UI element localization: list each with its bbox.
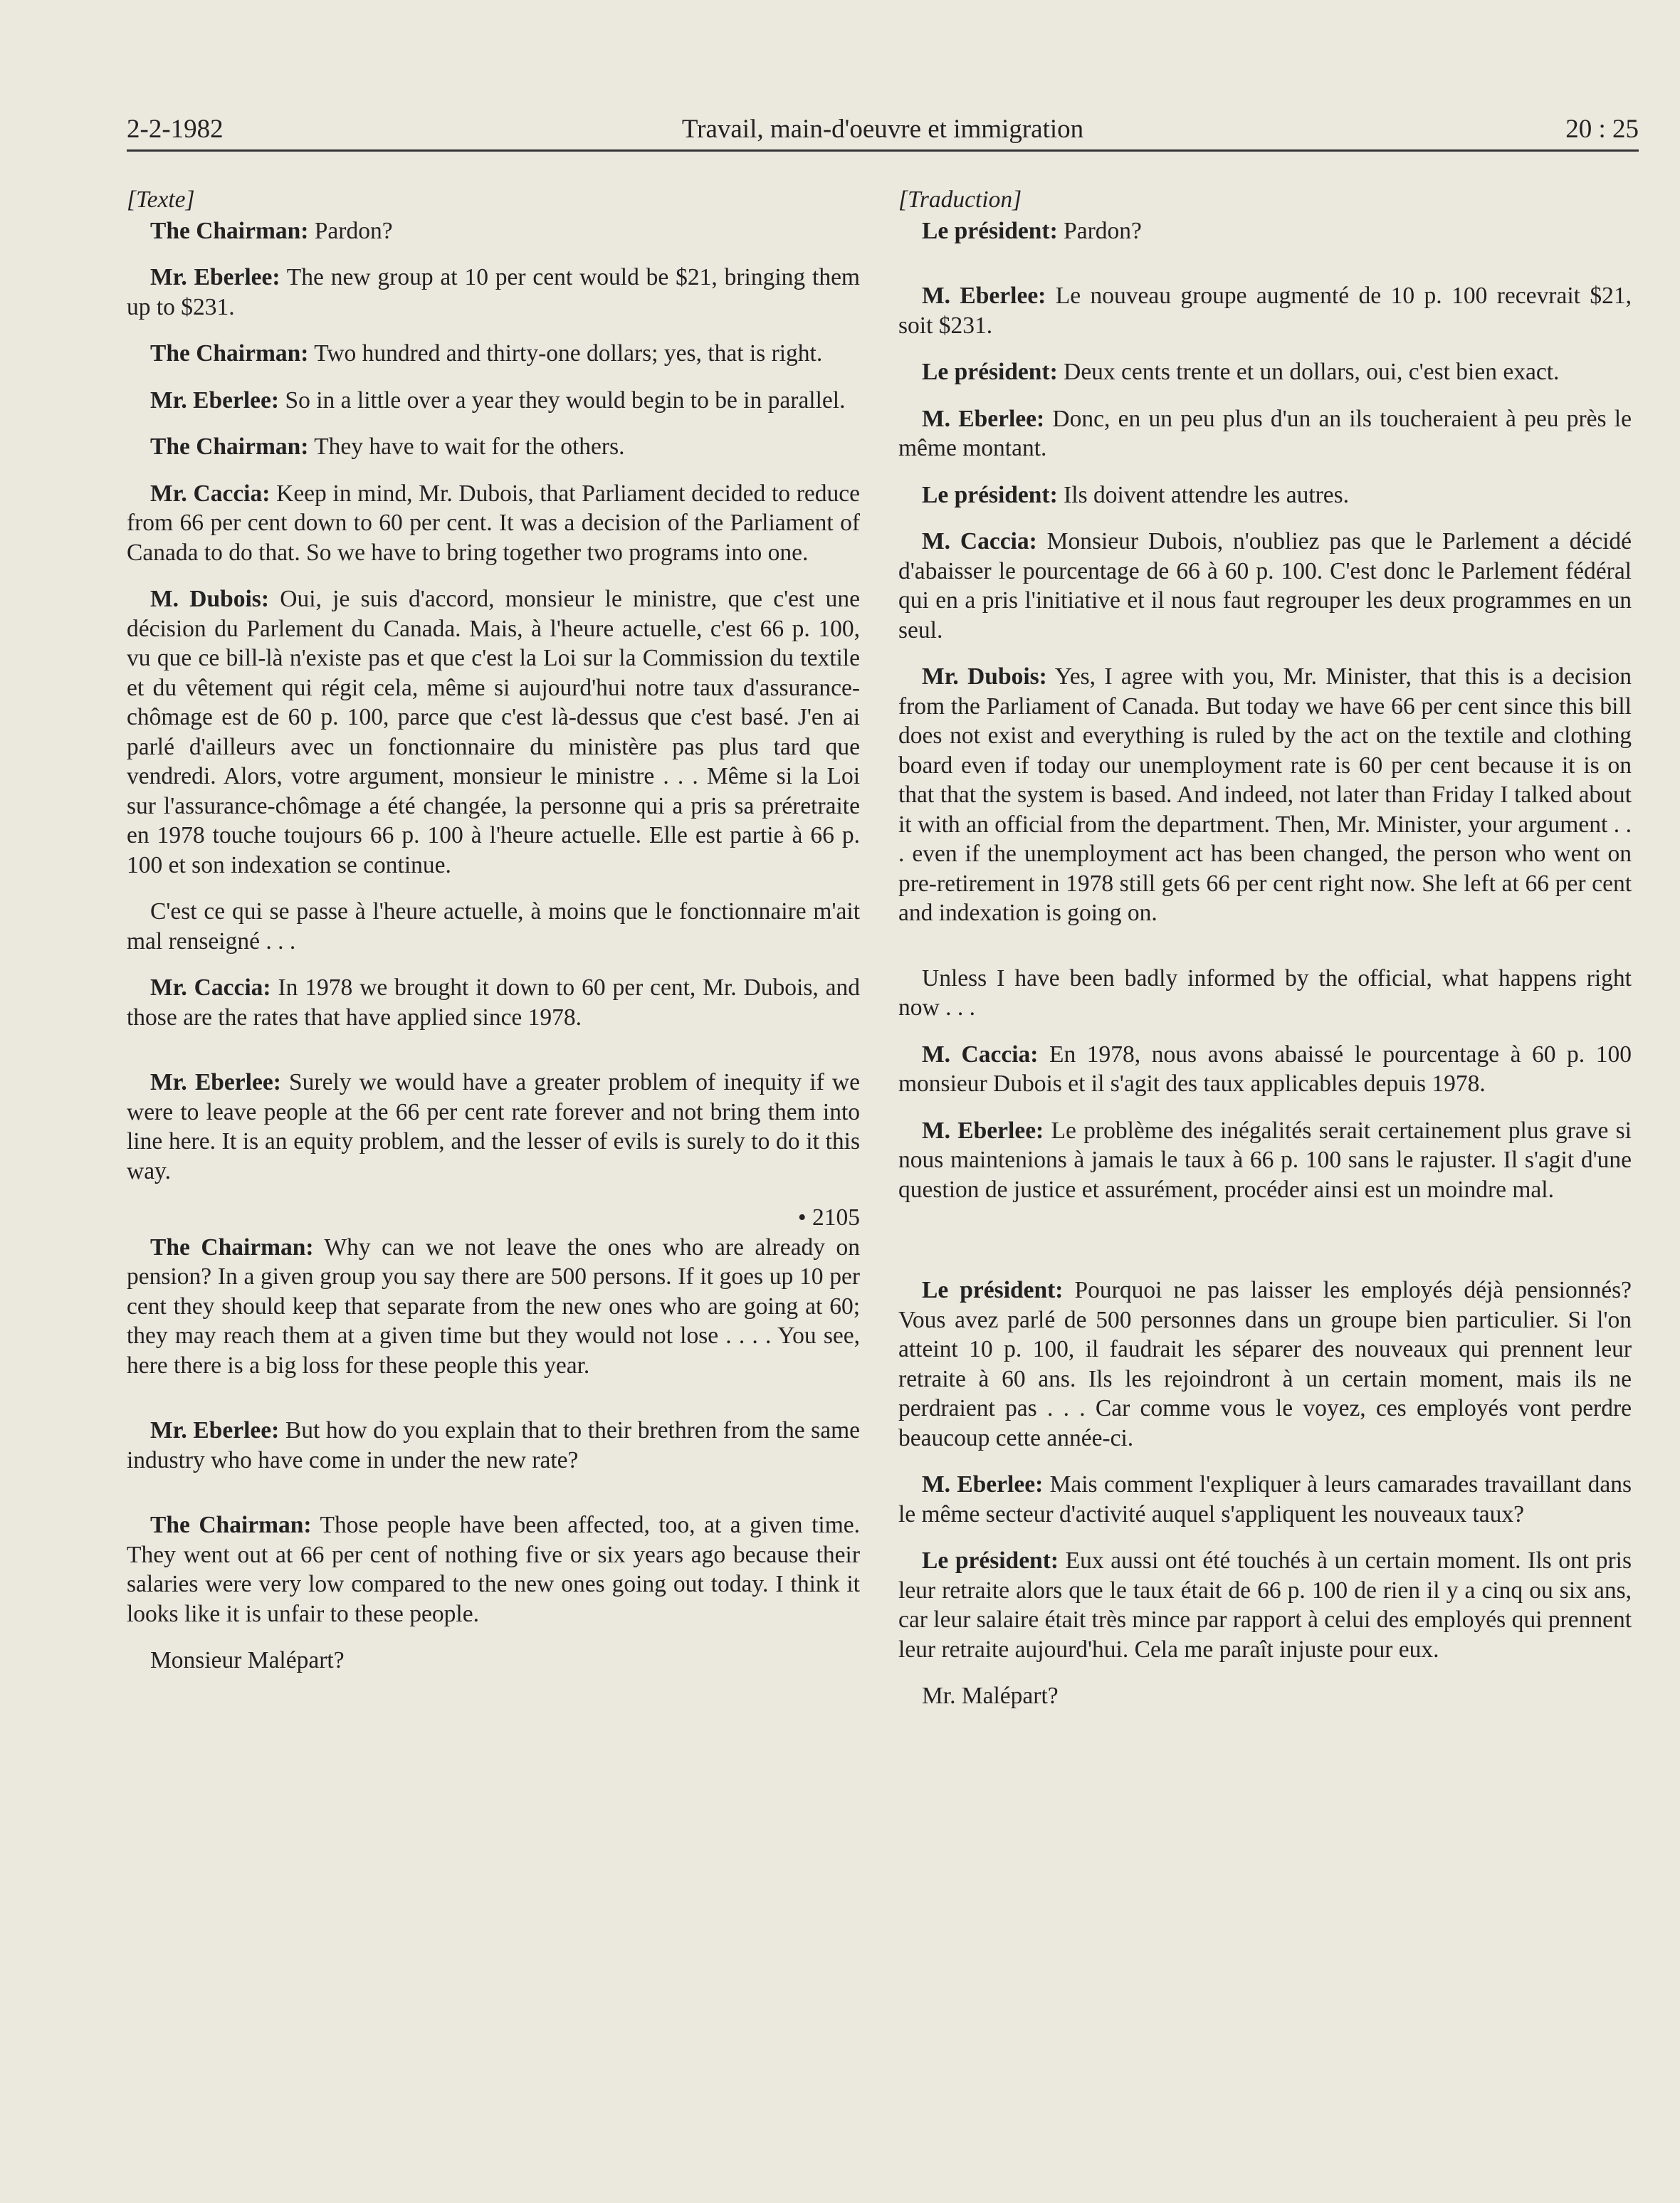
speaker-name: M. Caccia:	[922, 1041, 1039, 1068]
paragraph	[127, 897, 860, 956]
paragraph	[898, 281, 1632, 340]
speaker-name: Mr. Caccia:	[150, 974, 271, 1001]
speaker-name: M. Caccia:	[922, 528, 1037, 554]
speaker-name: Mr. Eberlee:	[150, 1069, 281, 1095]
paragraph	[127, 1416, 860, 1475]
left-column	[127, 185, 860, 1676]
header-title: Travail, main-d'oeuvre et immigration	[681, 115, 1084, 144]
paragraph-text: Keep in mind, Mr. Dubois, that Parliament decided to reduce from 66 per cent down to 60 per cent. It was a decision of the Parliament of Canada to do that. So we have to bring together two programs into one.	[127, 480, 861, 566]
right-column	[898, 185, 1632, 1711]
page-header	[127, 114, 1639, 151]
speaker-name: The Chairman:	[150, 1512, 312, 1538]
speaker-name: Le président:	[922, 217, 1058, 244]
paragraph-text: Unless I have been badly informed by the official, what happens right now . . .	[898, 964, 1632, 1021]
paragraph-text: Those people have been affected, too, at a given time. They went out at 66 per cent of nothing five or six years ago because their salaries were very low compared to the new ones going out today. I think it looks like it is unfair to these people.	[127, 1512, 860, 1627]
paragraph-text: Mr. Malépart?	[922, 1683, 1059, 1709]
paragraph	[127, 479, 860, 568]
paragraph	[898, 480, 1632, 510]
paragraph-text: Oui, je suis d'accord, monsieur le ministre, que c'est une décision du Parlement du Canada. Mais, à l'heure actuelle, c'est 66 p. 100, vu que ce bill-là n'existe pas et que c'est la Loi sur la Commission du textile et du vêtement qui régit cela, même si aujourd'hui notre taux d'assurance-chômage est de 60 p. 100, parce que c'est là-dessus que c'est basé. J'en ai parlé d'ailleurs avec un fonctionnaire du ministère pas plus tard que vendredi. Alors, votre argument, monsieur le ministre . . . Même si la Loi sur l'assurance-chômage a été changée, la personne qui a pris sa préretraite en 1978 touche toujours 66 p. 100 à l'heure actuelle. Elle est partie à 66 p. 100 et son indexation se continue.	[127, 586, 860, 878]
paragraph	[898, 404, 1632, 463]
translation-tag: [Traduction]	[898, 186, 1022, 213]
paragraph-text: Monsieur Malépart?	[150, 1647, 345, 1673]
paragraph	[127, 216, 860, 246]
paragraph	[898, 1116, 1632, 1205]
paragraph	[127, 1233, 860, 1381]
speaker-name: The Chairman:	[150, 433, 309, 460]
paragraph	[127, 1646, 860, 1676]
paragraph	[898, 1276, 1632, 1453]
header-page-number: 20 : 25	[1565, 115, 1639, 144]
speaker-name: M. Eberlee:	[922, 283, 1046, 309]
paragraph-text: The new group at 10 per cent would be $21, bringing them up to $231.	[127, 264, 860, 320]
speaker-name: M. Eberlee:	[922, 1117, 1044, 1144]
paragraph-text: Surely we would have a greater problem of inequity if we were to leave people at the 66 per cent rate forever and not bring them into line here. It is an equity problem, and the lesser of evils is surely to do it this way.	[127, 1069, 860, 1184]
paragraph	[127, 1510, 860, 1629]
paragraph-text: Le nouveau groupe augmenté de 10 p. 100 recevrait $21, soit $231.	[898, 283, 1632, 339]
paragraph	[898, 357, 1632, 387]
paragraph	[127, 584, 860, 880]
paragraph	[127, 386, 860, 416]
speaker-name: M. Eberlee:	[922, 405, 1045, 432]
speaker-name: The Chairman:	[150, 340, 309, 367]
paragraph	[898, 1681, 1632, 1711]
paragraph-text: Mais comment l'expliquer à leurs camarades travaillant dans le même secteur d'activité auquel s'appliquent les nouveaux taux?	[898, 1471, 1632, 1528]
paragraph-text: Monsieur Dubois, n'oubliez pas que le Parlement a décidé d'abaisser le pourcentage de 66 à 60 p. 100. C'est donc le Parlement fédéral qui en a pris l'initiative et il nous faut regrouper les deux programmes en un seul.	[898, 528, 1632, 643]
speaker-name: Le président:	[922, 1547, 1059, 1574]
paragraph-text: Donc, en un peu plus d'un an ils toucheraient à peu près le même montant.	[898, 405, 1632, 461]
speaker-name: The Chairman:	[150, 217, 309, 244]
paragraph-text: But how do you explain that to their brethren from the same industry who have come in under the new rate?	[127, 1417, 860, 1473]
paragraph-text: They have to wait for the others.	[308, 433, 625, 460]
time-marker: • 2105	[797, 1204, 860, 1231]
speaker-name: Le président:	[922, 1277, 1064, 1303]
paragraph-text: Eux aussi ont été touchés à un certain moment. Ils ont pris leur retraite alors que le taux était de 66 p. 100 de rien il y a cinq ou six ans, car leur salaire était très mince par rapport à celui des employés qui prennent leur retraite aujourd'hui. Cela me paraît injuste pour eux.	[898, 1547, 1632, 1663]
paragraph-text: Pourquoi ne pas laisser les employés déjà pensionnés? Vous avez parlé de 500 personnes dans un groupe bien particulier. Si l'on atteint 10 p. 100, il faudrait les séparer des nouveaux qui prennent leur retraite à 60 ans. Ils les rejoindront à un certain moment, mais ils ne perdraient pas . . . Car comme vous le voyez, ces employés vont perdre beaucoup cette année-ci.	[898, 1277, 1632, 1451]
speaker-name: Mr. Caccia:	[150, 480, 271, 507]
paragraph	[898, 527, 1632, 645]
paragraph-text: Why can we not leave the ones who are already on pension? In a given group you say there are 500 persons. If it goes up 10 per cent they should keep that separate from the new ones who are going at 60; they may reach them at a given time but they would not lose . . . . You see, here there is a big loss for these people this year.	[127, 1234, 860, 1379]
speaker-name: Mr. Eberlee:	[150, 1417, 280, 1444]
paragraph	[898, 662, 1632, 928]
paragraph	[898, 964, 1632, 1023]
paragraph	[127, 973, 860, 1032]
paragraph	[898, 1040, 1632, 1099]
text-tag: [Texte]	[127, 186, 195, 213]
paragraph	[898, 1546, 1632, 1664]
paragraph-text: So in a little over a year they would begin to be in parallel.	[279, 387, 846, 414]
paragraph	[127, 263, 860, 322]
paragraph-text: Pardon?	[1057, 217, 1142, 244]
paragraph-text: Le problème des inégalités serait certainement plus grave si nous maintenions à jamais le taux à 66 p. 100 sans le rajuster. Il s'agit d'une question de justice et assurément, procéder ainsi est un moindre mal.	[898, 1117, 1632, 1203]
paragraph	[127, 432, 860, 462]
header-date: 2-2-1982	[127, 115, 224, 144]
header-rule	[127, 149, 1639, 152]
speaker-name: M. Dubois:	[150, 586, 269, 612]
paragraph-text: Two hundred and thirty-one dollars; yes, that is right.	[308, 340, 823, 367]
speaker-name: Le président:	[922, 481, 1058, 508]
paragraph-text: Ils doivent attendre les autres.	[1057, 481, 1350, 508]
paragraph-text: Deux cents trente et un dollars, oui, c'est bien exact.	[1057, 359, 1560, 385]
paragraph-text: Yes, I agree with you, Mr. Minister, that this is a decision from the Parliament of Canada. But today we have 66 per cent since this bill does not exist and everything is ruled by the act on the textile and clothing board even if today our unemployment rate is 60 per cent because it is on that that the system is based. And indeed, not later than Friday I talked about it with an official from the department. Then, Mr. Minister, your argument . . . even if the unemployment act has been changed, the person who went on pre-retirement in 1978 still gets 66 per cent right now. She left at 66 per cent and indexation is going on.	[898, 663, 1632, 926]
paragraph	[127, 339, 860, 369]
speaker-name: Le président:	[922, 359, 1058, 385]
speaker-name: M. Eberlee:	[922, 1471, 1044, 1498]
paragraph	[898, 1470, 1632, 1529]
paragraph	[898, 216, 1632, 246]
speaker-name: The Chairman:	[150, 1234, 314, 1261]
paragraph-text: In 1978 we brought it down to 60 per cent, Mr. Dubois, and those are the rates that have applied since 1978.	[127, 974, 860, 1031]
paragraph-text: C'est ce qui se passe à l'heure actuelle, à moins que le fonctionnaire m'ait mal renseigné . . .	[127, 898, 860, 955]
speaker-name: Mr. Eberlee:	[150, 387, 280, 414]
paragraph-text: Pardon?	[308, 217, 393, 244]
paragraph-text: En 1978, nous avons abaissé le pourcentage à 60 p. 100 monsieur Dubois et il s'agit des taux applicables depuis 1978.	[898, 1041, 1632, 1097]
speaker-name: Mr. Dubois:	[922, 663, 1047, 690]
speaker-name: Mr. Eberlee:	[150, 264, 280, 290]
paragraph	[127, 1068, 860, 1186]
